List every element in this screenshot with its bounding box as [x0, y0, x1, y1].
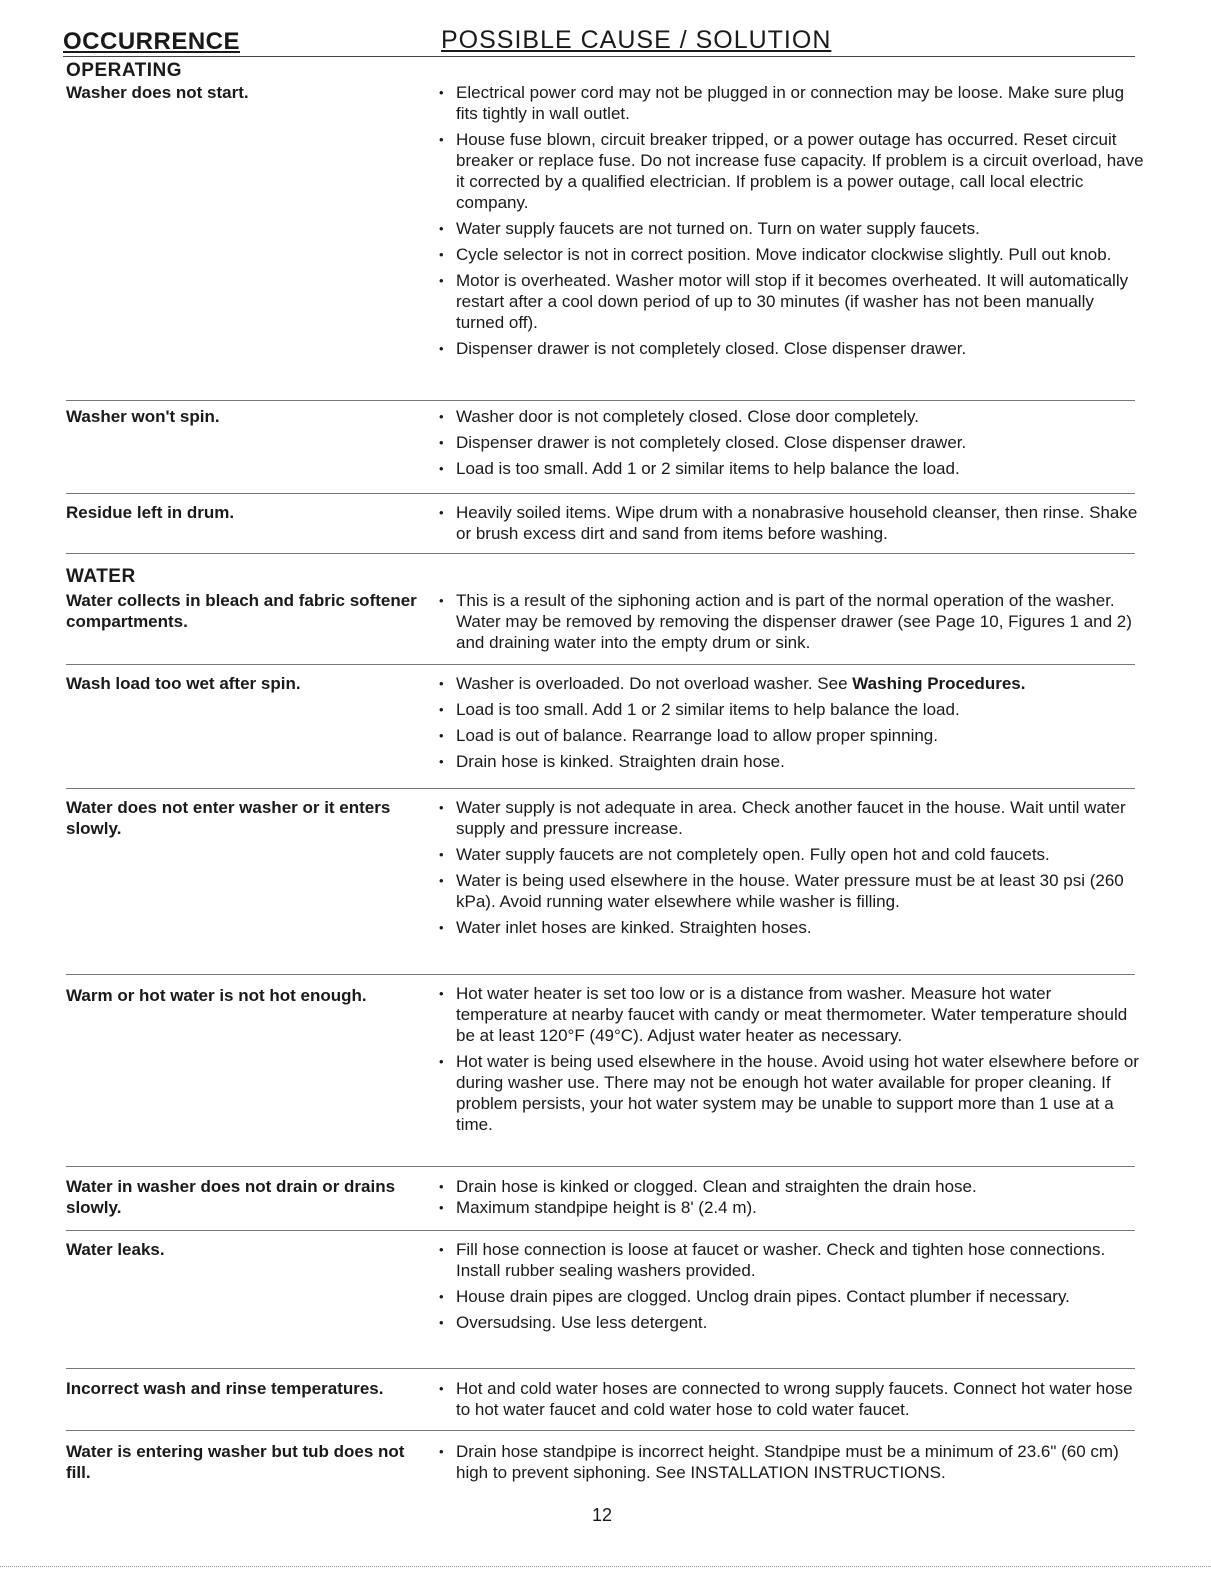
- solution-item: • Water supply faucets are not completely open. Fully open hot and cold faucets.: [456, 844, 1146, 865]
- solution-item: • Hot and cold water hoses are connected to wrong supply faucets. Connect hot water hose to hot water faucet and cold water hose to cold water faucet.: [456, 1378, 1146, 1420]
- section-heading-water: WATER: [66, 566, 136, 587]
- occurrence-text: Water leaks.: [66, 1240, 165, 1259]
- solution-list: [456, 673, 1146, 777]
- solution-item: • House fuse blown, circuit breaker tripped, or a power outage has occurred. Reset circuit breaker or replace fuse. Do not increase fuse capacity. If problem is a circuit overload, have it corrected by a qualified electrician. If problem is a power outage, call local electric company.: [456, 129, 1146, 213]
- troubleshooting-row: [66, 1430, 1135, 1506]
- solution-text: Washer is overloaded. Do not overload washer. See: [456, 674, 853, 693]
- solution-item: • Heavily soiled items. Wipe drum with a nonabrasive household cleanser, then rinse. Shake or brush excess dirt and sand from items before washing.: [456, 502, 1146, 544]
- troubleshooting-row: [66, 1166, 1135, 1231]
- solution-item: • Motor is overheated. Washer motor will stop if it becomes overheated. It will automatically restart after a cool down period of up to 30 minutes (if washer has not been manually turned off).: [456, 270, 1146, 333]
- troubleshooting-row: [66, 82, 1144, 400]
- occurrence-heading: OCCURRENCE: [63, 28, 241, 55]
- occurrence-text: Water collects in bleach and fabric softener compartments.: [66, 591, 417, 631]
- washing-procedures-reference: Washing Procedures.: [852, 674, 1026, 693]
- solution-item: • Washer door is not completely closed. Close door completely.: [456, 406, 1146, 427]
- solution-item: • Load is too small. Add 1 or 2 similar items to help balance the load.: [456, 458, 1146, 479]
- solution-list: [456, 590, 1146, 658]
- solution-item: • Load is too small. Add 1 or 2 similar items to help balance the load.: [456, 699, 1146, 720]
- troubleshooting-row: [66, 1230, 1135, 1369]
- solution-item: • Maximum standpipe height is 8' (2.4 m).: [456, 1197, 1146, 1218]
- solution-list: [456, 1239, 1146, 1338]
- solution-item: [456, 673, 1146, 694]
- solution-item: • House drain pipes are clogged. Unclog drain pipes. Contact plumber if necessary.: [456, 1286, 1146, 1307]
- solution-item: • Hot water heater is set too low or is a distance from washer. Measure hot water temperature at nearby faucet with candy or meat thermometer. Water temperature should be at least 120°F (49°C). Adjust water heater as necessary.: [456, 983, 1146, 1046]
- solution-item: • Load is out of balance. Rearrange load to allow proper spinning.: [456, 725, 1146, 746]
- solution-list: [456, 82, 1146, 364]
- occurrence-text: Washer does not start.: [66, 83, 249, 102]
- solution-list: [456, 1176, 1146, 1223]
- troubleshooting-row: [66, 974, 1139, 1167]
- solution-item: • Hot water is being used elsewhere in the house. Avoid using hot water elsewhere before or during washer use. There may not be enough hot water available for proper cleaning. If problem persists, your hot water system may be unable to support more than 1 use at a time.: [456, 1051, 1146, 1135]
- solution-item: • Drain hose is kinked or clogged. Clean and straighten the drain hose.: [456, 1176, 1146, 1197]
- solution-item: • Fill hose connection is loose at faucet or washer. Check and tighten hose connections. Install rubber sealing washers provided.: [456, 1239, 1146, 1281]
- solution-item: • Drain hose is kinked. Straighten drain hose.: [456, 751, 1146, 772]
- bottom-rule: [0, 1566, 1211, 1567]
- solution-item: • Water is being used elsewhere in the house. Water pressure must be at least 30 psi (260 kPa). Avoid running water elsewhere while washer is filling.: [456, 870, 1146, 912]
- troubleshooting-row: [66, 788, 1135, 975]
- occurrence-text: Incorrect wash and rinse temperatures.: [66, 1379, 384, 1398]
- solution-list: [456, 1378, 1146, 1425]
- section-heading-operating: OPERATING: [66, 60, 183, 81]
- solution-list: [456, 406, 1146, 484]
- solution-item: • Water supply faucets are not turned on. Turn on water supply faucets.: [456, 218, 1146, 239]
- page-number: 12: [592, 1505, 613, 1525]
- occurrence-text: Water does not enter washer or it enters slowly.: [66, 798, 391, 838]
- troubleshooting-row: [66, 664, 1135, 789]
- solution-item: • Cycle selector is not in correct position. Move indicator clockwise slightly. Pull out knob.: [456, 244, 1146, 265]
- solution-item: • Dispenser drawer is not completely closed. Close dispenser drawer.: [456, 338, 1146, 359]
- troubleshooting-row: [66, 400, 1135, 494]
- occurrence-text: Water is entering washer but tub does not fill.: [66, 1442, 405, 1482]
- occurrence-text: Wash load too wet after spin.: [66, 674, 301, 693]
- section-divider: [66, 553, 1135, 555]
- solution-heading: POSSIBLE CAUSE / SOLUTION: [441, 26, 832, 54]
- table-header: [63, 28, 1135, 57]
- occurrence-text: Warm or hot water is not hot enough.: [66, 986, 367, 1005]
- solution-item: • Electrical power cord may not be plugged in or connection may be loose. Make sure plug fits tightly in wall outlet.: [456, 82, 1146, 124]
- solution-item: • Dispenser drawer is not completely closed. Close dispenser drawer.: [456, 432, 1146, 453]
- solution-item: • Water inlet hoses are kinked. Straighten hoses.: [456, 917, 1146, 938]
- solution-list: [456, 797, 1146, 943]
- solution-item: • Water supply is not adequate in area. Check another faucet in the house. Wait until water supply and pressure increase.: [456, 797, 1146, 839]
- occurrence-text: Washer won't spin.: [66, 407, 220, 426]
- troubleshooting-row: [66, 1368, 1135, 1431]
- solution-list: [456, 1441, 1146, 1488]
- occurrence-text: Residue left in drum.: [66, 503, 235, 522]
- solution-item: • Oversudsing. Use less detergent.: [456, 1312, 1146, 1333]
- troubleshooting-row: [66, 493, 1138, 554]
- occurrence-text: Water in washer does not drain or drains slowly.: [66, 1177, 396, 1217]
- solution-list: [456, 502, 1146, 549]
- solution-item: • This is a result of the siphoning action and is part of the normal operation of the washer. Water may be removed by removing the dispenser drawer (see Page 10, Figures 1 and 2) and draining water into the empty drum or sink.: [456, 590, 1146, 653]
- troubleshooting-row: [66, 590, 1135, 664]
- solution-item: • Drain hose standpipe is incorrect height. Standpipe must be a minimum of 23.6" (60 cm) high to prevent siphoning. See INSTALLATION INSTRUCTIONS.: [456, 1441, 1146, 1483]
- solution-list: [456, 983, 1146, 1140]
